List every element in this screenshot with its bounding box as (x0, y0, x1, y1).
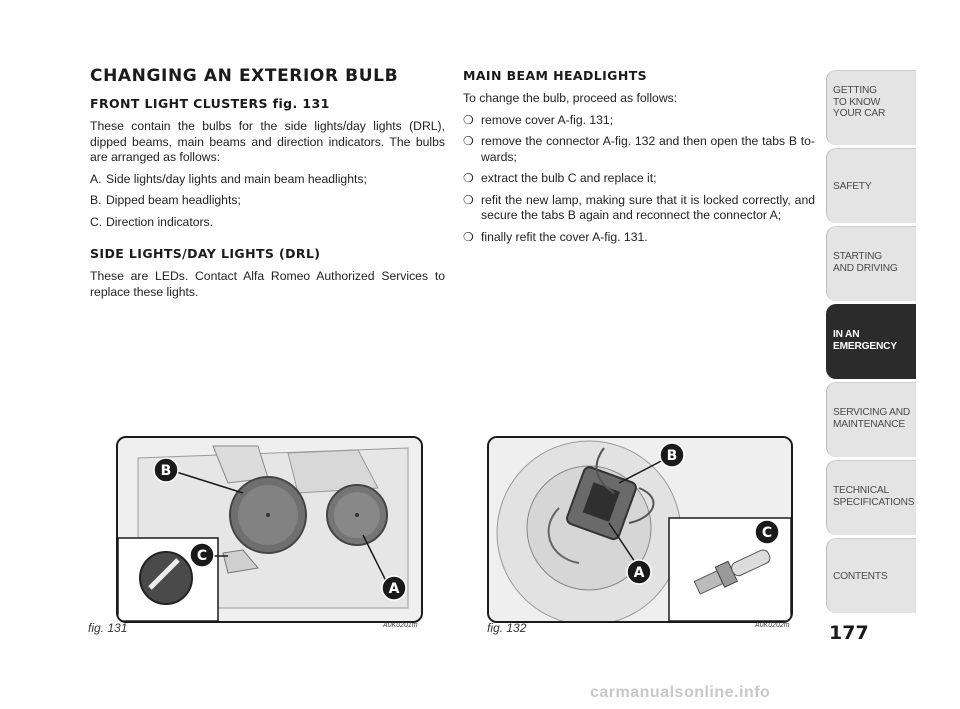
list-text: Direction indicators. (106, 214, 214, 229)
step-item (463, 134, 815, 165)
svg-text:A: A (633, 565, 645, 581)
list-item (90, 193, 445, 209)
step-item (463, 230, 815, 246)
list-text: Side lights/day lights and main beam headlights; (106, 171, 367, 186)
section-heading-side-lights: SIDE LIGHTS/DAY LIGHTS (DRL) (90, 246, 321, 261)
svg-text:A: A (388, 581, 400, 597)
tab-safety[interactable] (826, 148, 916, 223)
list-text: Dipped beam headlights; (106, 193, 241, 207)
step-text: extract the bulb C and replace it; (481, 171, 657, 185)
tab-getting-to-know[interactable] (826, 70, 916, 145)
figure-131-headlight-cluster (116, 436, 423, 623)
tab-starting-and-driving[interactable] (826, 226, 916, 301)
tab-label: TECHNICAL SPECIFICATIONS (833, 485, 915, 508)
page-number: 177 (829, 622, 869, 644)
tab-servicing-and-maintenance[interactable] (826, 382, 916, 457)
step-item (463, 113, 815, 129)
step-text: remove cover A-fig. 131; (481, 112, 614, 127)
tab-contents[interactable] (826, 538, 916, 613)
step-text: finally refit the cover A-fig. 131. (481, 229, 648, 244)
tab-technical-specifications[interactable] (826, 460, 916, 535)
list-item (90, 172, 445, 188)
list-key: C. (90, 214, 103, 229)
bullet-icon: ❍ (463, 134, 474, 148)
step-item (463, 171, 815, 187)
right-column (463, 66, 815, 251)
section-heading-main-beam: MAIN BEAM HEADLIGHTS (463, 68, 648, 83)
front-light-clusters-text: These contain the bulbs for the side lights/day lights (DRL), dipped beams, main beams and direction indicators. The bulbs are arranged as follows: (90, 119, 445, 164)
list-key: B. (90, 193, 102, 207)
svg-text:B: B (160, 463, 172, 479)
tab-label: SERVICING AND MAINTENANCE (833, 407, 911, 430)
figure-132-code: A0K0202m (755, 622, 790, 629)
bullet-icon: ❍ (463, 112, 474, 127)
figure-131-caption: fig. 131 (88, 621, 128, 635)
headlight-cluster-illustration (118, 438, 421, 621)
list-key: A. (90, 171, 102, 186)
main-beam-intro: To change the bulb, proceed as follows: (463, 91, 678, 105)
tab-label: STARTING AND DRIVING (833, 251, 898, 274)
bulb-removal-illustration (489, 438, 791, 621)
left-column (90, 66, 445, 306)
step-item (463, 193, 815, 224)
section-heading-front-light-clusters: FRONT LIGHT CLUSTERS fig. 131 (90, 96, 330, 111)
step-text: remove the connector A-fig. 132 and then open the tabs B to-wards; (481, 134, 815, 164)
figure-132-caption: fig. 132 (487, 621, 527, 635)
svg-text:C: C (761, 525, 773, 541)
svg-text:C: C (196, 548, 208, 564)
tab-label: IN AN EMERGENCY (833, 329, 897, 352)
tab-label: CONTENTS (833, 571, 888, 582)
bullet-icon: ❍ (463, 171, 474, 185)
tab-label: GETTING TO KNOW YOUR CAR (833, 85, 886, 119)
step-text: refit the new lamp, making sure that it is locked correctly, and secure the tabs B again and reconnect the connector A; (481, 192, 815, 222)
figure-132-bulb-removal (487, 436, 793, 623)
tab-in-an-emergency[interactable] (826, 304, 916, 379)
page-title: CHANGING AN EXTERIOR BULB (90, 66, 399, 86)
figure-131-code: A0K0201m (383, 622, 418, 629)
watermark: carmanualsonline.info (590, 684, 771, 701)
bullet-icon: ❍ (463, 229, 474, 244)
tab-label: SAFETY (833, 181, 872, 192)
bullet-icon: ❍ (463, 192, 474, 207)
side-lights-text: These are LEDs. Contact Alfa Romeo Authorized Services to replace these lights. (90, 269, 445, 299)
svg-text:B: B (666, 448, 678, 464)
list-item (90, 215, 445, 231)
